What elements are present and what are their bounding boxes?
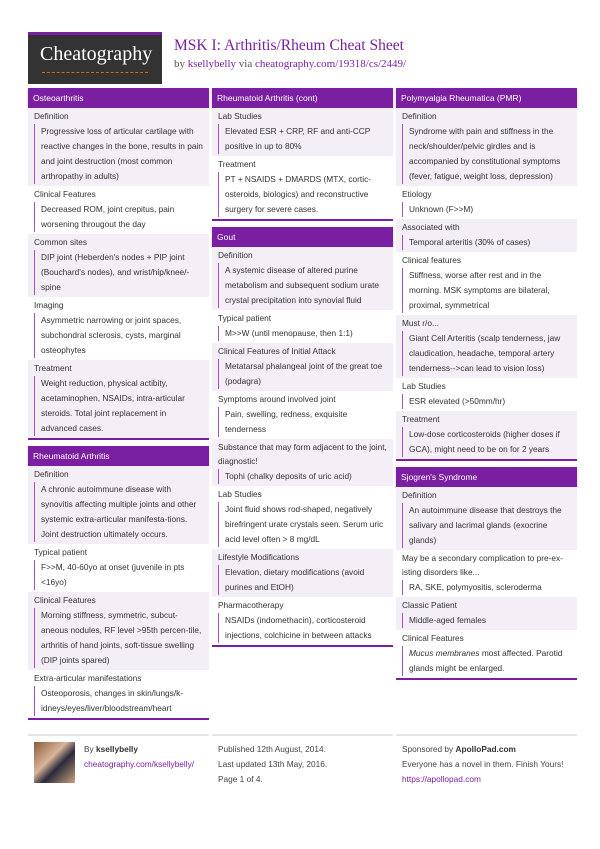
section-polymyalgia-rheumatica-pmr (396, 88, 577, 461)
row-content (402, 646, 571, 676)
row-label: Clinical Features (34, 189, 96, 199)
row-content-text: DIP joint (Heberden's nodes + PIP joint (Bouchard's nodes), and wrist/hip/knee/-spine (41, 252, 190, 292)
row-content (402, 427, 571, 457)
row-content (402, 613, 571, 628)
row-label: Typical patient (218, 313, 272, 323)
row-label: Lab Studies (402, 381, 446, 391)
row-content (218, 613, 387, 643)
row-content (218, 359, 387, 389)
table-row (396, 219, 577, 252)
row-content (34, 686, 203, 716)
row-content-text: An autoimmune disease that destroys the salivary and lacrimal glands (exocrine glands) (409, 505, 562, 545)
row-label: Definition (402, 111, 437, 121)
footer-author-name: ksellybelly (96, 744, 138, 754)
footer-dates (212, 734, 393, 787)
row-content-text: Elevated ESR + CRP, RF and anti-CCP positive in up to 80% (225, 126, 371, 151)
row-content (34, 376, 203, 436)
row-label: Clinical Features (402, 633, 464, 643)
footer-by: By (84, 744, 94, 754)
row-content (402, 580, 571, 595)
row-content-text: RA, SKE, polymyositis, scleroderma (409, 582, 542, 592)
table-row (396, 108, 577, 186)
sponsor-text: Everyone has a novel in them. Finish Yours! (402, 759, 564, 769)
row-content (402, 235, 571, 250)
row-content (402, 394, 571, 409)
cheatography-logo[interactable] (28, 32, 162, 84)
row-label: Common sites (34, 237, 88, 247)
row-label: Lab Studies (218, 111, 262, 121)
row-label: Typical patient (34, 547, 88, 557)
row-content-text: Osteoporosis, changes in skin/lungs/k-idneys/eyes/liver/bloodstream/heart (41, 688, 184, 713)
row-content (402, 268, 571, 313)
row-content-text: A chronic autoimmune disease with synovitis affecting multiple joints and other systemic extra-articular manifesta-tions. Joint destruction ultimately occurs. (41, 484, 197, 539)
table-row (396, 487, 577, 550)
column-2 (212, 88, 393, 653)
table-row (396, 252, 577, 315)
column-3 (396, 88, 577, 686)
table-row (212, 108, 393, 156)
row-label: Lab Studies (218, 489, 262, 499)
table-row (396, 411, 577, 459)
table-row (396, 630, 577, 678)
row-label: Clinical features (402, 255, 462, 265)
row-content-text: Joint fluid shows rod-shaped, negatively birefringent urate crystals seen. Serum uric acid level often > 8 mg/dL (225, 504, 384, 544)
author-avatar (34, 742, 75, 783)
row-content-text: Elevation, dietary modifications (avoid purines and EtOH) (225, 567, 365, 592)
row-content (34, 608, 203, 668)
table-row (396, 378, 577, 411)
section-sjogren-s-syndrome (396, 467, 577, 680)
row-content-text: Tophi (chalky deposits of uric acid) (225, 471, 352, 481)
column-1 (28, 88, 209, 726)
table-row (396, 597, 577, 630)
by-text: by (174, 58, 185, 70)
row-label: Clinical Features of Initial Attack (218, 346, 336, 356)
row-content (402, 202, 571, 217)
row-label: Extra-articular manifestations (34, 673, 142, 683)
row-label: Must r/o... (402, 318, 439, 328)
sponsor-prefix: Sponsored by (402, 744, 454, 754)
row-label: Treatment (218, 159, 256, 169)
section-osteoarthritis (28, 88, 209, 440)
sponsor-name: ApolloPad.com (455, 744, 516, 754)
row-label: Etiology (402, 189, 432, 199)
row-content (218, 469, 387, 484)
table-row (396, 550, 577, 597)
row-content (218, 407, 387, 437)
page-title: MSK I: Arthritis/Rheum Cheat Sheet (174, 37, 404, 54)
table-row (28, 186, 209, 234)
section-header: Sjogren's Syndrome (396, 467, 577, 487)
row-content (402, 331, 571, 376)
row-content-text: Middle-aged females (409, 615, 487, 625)
table-row (28, 297, 209, 360)
byline (174, 58, 406, 70)
published-date: Published 12th August, 2014. (218, 744, 326, 754)
section-header: Osteoarthritis (28, 88, 209, 108)
section-rheumatoid-arthritis-cont (212, 88, 393, 221)
row-content (402, 503, 571, 548)
table-row (212, 549, 393, 597)
row-label: Imaging (34, 300, 64, 310)
sponsor-link[interactable]: https://apollopad.com (402, 774, 481, 784)
table-row (28, 108, 209, 186)
section-rheumatoid-arthritis (28, 446, 209, 720)
row-label: Definition (34, 111, 69, 121)
row-content-text: M>>W (until menopause, then 1:1) (225, 328, 353, 338)
table-row (28, 544, 209, 592)
row-content (218, 124, 387, 154)
row-content (34, 313, 203, 358)
row-content (218, 263, 387, 308)
section-header: Rheumatoid Arthritis (cont) (212, 88, 393, 108)
table-row (28, 670, 209, 718)
row-content (218, 172, 387, 217)
table-row (212, 156, 393, 219)
table-row (212, 343, 393, 391)
row-content-text: Unknown (F>>M) (409, 204, 474, 214)
row-content-text: Metatarsal phalangeal joint of the great toe (podagra) (225, 361, 383, 386)
row-label: Classic Patient (402, 600, 457, 610)
row-content (34, 250, 203, 295)
row-label: Pharmacotherapy (218, 600, 284, 610)
table-row (212, 310, 393, 343)
row-content-text: Temporal arteritis (30% of cases) (409, 237, 531, 247)
footer-sponsor (396, 734, 577, 787)
logo-text: Cheatography (40, 43, 153, 65)
section-header: Rheumatoid Arthritis (28, 446, 209, 466)
row-content-text: PT + NSAIDS + DMARDS (MTX, cortic-osteroids, biologics) and reconstructive surgery for severe cases. (225, 174, 371, 214)
row-label: Treatment (402, 414, 440, 424)
row-label: Clinical Features (34, 595, 96, 605)
row-content (34, 482, 203, 542)
row-content (34, 124, 203, 184)
logo-underline (42, 72, 148, 73)
section-header: Polymyalgia Rheumatica (PMR) (396, 88, 577, 108)
row-label: May be a secondary complication to pre-ex-isting disorders like... (402, 553, 563, 577)
row-content-emphasis: Mucus membranes (409, 648, 480, 658)
row-content (34, 560, 203, 590)
table-row (396, 186, 577, 219)
row-content-text: Giant Cell Arteritis (scalp tenderness, jaw claudication, headache, temporal artery tenderness-->can lead to vision loss) (409, 333, 561, 373)
table-row (28, 234, 209, 297)
page-number: Page 1 of 4. (218, 774, 263, 784)
row-content-text: Progressive loss of articular cartilage with reactive changes in the bone, results in pain and joint destruction (most common arthropathy in adults) (41, 126, 203, 181)
table-row (212, 247, 393, 310)
row-content (218, 326, 387, 341)
row-content (34, 202, 203, 232)
table-row (212, 391, 393, 439)
section-gout (212, 227, 393, 647)
row-content (218, 565, 387, 595)
table-row (212, 597, 393, 645)
row-content-text: Stiffness, worse after rest and in the morning. MSK symptoms are bilateral, proximal, symmetrical (409, 270, 550, 310)
row-content-text: Low-dose corticosteroids (higher doses if GCA), might need to be on for 2 years (409, 429, 560, 454)
row-content-text: F>>M, 40-60yo at onset (juvenile in pts <16yo) (41, 562, 185, 587)
updated-date: Last updated 13th May, 2016. (218, 759, 328, 769)
via-text: via (238, 58, 253, 70)
row-label: Lifestyle Modifications (218, 552, 300, 562)
row-content-text: Weight reduction, physical actibity, acetaminophen, NSAIDs, intra-articular steroids. Total joint replacement in advanced cases. (41, 378, 185, 433)
author-link[interactable]: ksellybelly (187, 58, 237, 70)
row-content-text: ESR elevated (>50mm/hr) (409, 396, 506, 406)
table-row (28, 360, 209, 438)
row-label: Associated with (402, 222, 460, 232)
row-content-text: Pain, swelling, redness, exquisite tenderness (225, 409, 348, 434)
table-row (28, 592, 209, 670)
table-row (212, 439, 393, 486)
row-content (218, 502, 387, 547)
row-content-text: A systemic disease of altered purine metabolism and subsequent sodium urate crystal precipitation into synovial fluid (225, 265, 380, 305)
row-label: Symptoms around involved joint (218, 394, 336, 404)
row-content-text: Asymmetric narrowing or joint spaces, subchondral sclerosis, cysts, marginal osteophytes (41, 315, 182, 355)
row-content-text: NSAIDs (indomethacin), corticosteroid injections, colchicine in between attacks (225, 615, 372, 640)
row-label: Definition (218, 250, 253, 260)
row-content-text: Morning stiffness, symmetric, subcut-aneous nodules, RF level >95th percen-tile, arthritis of hand joints, soft-tissue swelling (DIP joints spared) (41, 610, 202, 665)
row-content-text: Decreased ROM, joint crepitus, pain worsening througout the day (41, 204, 175, 229)
row-label: Treatment (34, 363, 72, 373)
section-header: Gout (212, 227, 393, 247)
footer-author-link[interactable]: cheatography.com/ksellybelly/ (84, 759, 195, 769)
row-content-text: most affected. Parotid glands might be enlarged. (409, 648, 563, 673)
table-row (212, 486, 393, 549)
row-content (402, 124, 571, 184)
row-label: Definition (34, 469, 69, 479)
table-row (396, 315, 577, 378)
footer-author (28, 734, 209, 772)
table-row (28, 466, 209, 544)
row-label: Substance that may form adjacent to the joint, diagnostic! (218, 442, 387, 466)
sheet-url-link[interactable]: cheatography.com/19318/cs/2449/ (254, 58, 407, 70)
row-label: Definition (402, 490, 437, 500)
row-content-text: Syndrome with pain and stiffness in the neck/shoulder/pelvic girdles and is accompanied by constitutional symptoms (fever, fatigue, weight loss, depression) (409, 126, 561, 181)
